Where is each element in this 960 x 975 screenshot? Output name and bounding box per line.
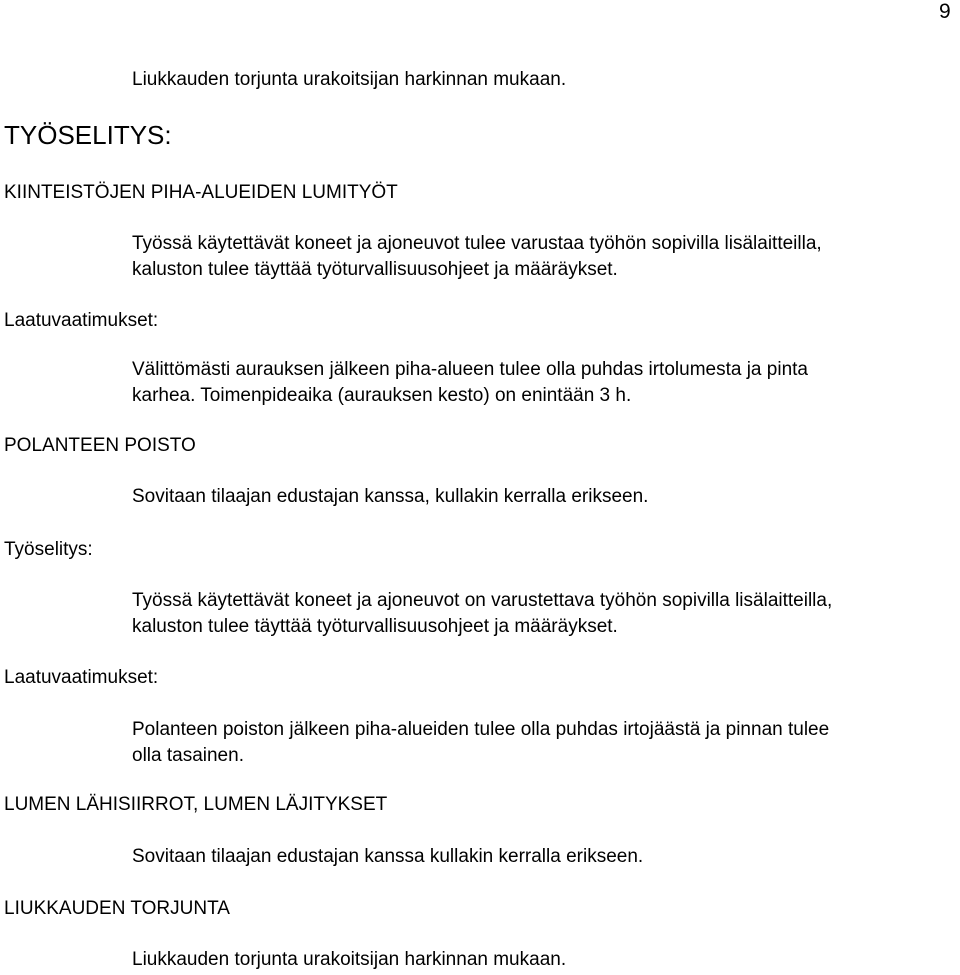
quality-text-line: olla tasainen. [132, 745, 244, 766]
quality-label: Laatuvaatimukset: [4, 667, 159, 688]
quality-text-line: Polanteen poiston jälkeen piha-alueiden tulee olla puhdas irtojäästä ja pinnan tulee [132, 719, 830, 740]
section-title-liukkauden-torjunta: LIUKKAUDEN TORJUNTA [4, 898, 230, 919]
main-heading: TYÖSELITYS: [4, 120, 172, 150]
work-text-line: Työssä käytettävät koneet ja ajoneuvot on varustettava työhön sopivilla lisälaitteilla, [132, 590, 833, 611]
work-text-line: kaluston tulee täyttää työturvallisuusohjeet ja määräykset. [132, 616, 618, 637]
agreement-text: Sovitaan tilaajan edustajan kanssa kullakin kerralla erikseen. [132, 846, 644, 867]
work-text-line: kaluston tulee täyttää työturvallisuusohjeet ja määräykset. [132, 259, 618, 280]
page-number: 9 [939, 0, 951, 23]
agreement-text: Sovitaan tilaajan edustajan kanssa, kullakin kerralla erikseen. [132, 486, 649, 507]
section-title-piha-lumityot: KIINTEISTÖJEN PIHA-ALUEIDEN LUMITYÖT [4, 182, 398, 203]
section-text: Liukkauden torjunta urakoitsijan harkinnan mukaan. [132, 949, 567, 970]
work-description-label: Työselitys: [4, 539, 93, 560]
intro-line: Liukkauden torjunta urakoitsijan harkinnan mukaan. [132, 69, 567, 90]
quality-text-line: karhea. Toimenpideaika (aurauksen kesto) on enintään 3 h. [132, 385, 632, 406]
section-title-polanteen-poisto: POLANTEEN POISTO [4, 435, 196, 456]
quality-text-line: Välittömästi aurauksen jälkeen piha-alueen tulee olla puhdas irtolumesta ja pinta [132, 359, 808, 380]
work-text-line: Työssä käytettävät koneet ja ajoneuvot tulee varustaa työhön sopivilla lisälaitteilla, [132, 233, 822, 254]
section-title-lumen-lahisiirrot: LUMEN LÄHISIIRROT, LUMEN LÄJITYKSET [4, 794, 388, 815]
quality-label: Laatuvaatimukset: [4, 310, 159, 331]
